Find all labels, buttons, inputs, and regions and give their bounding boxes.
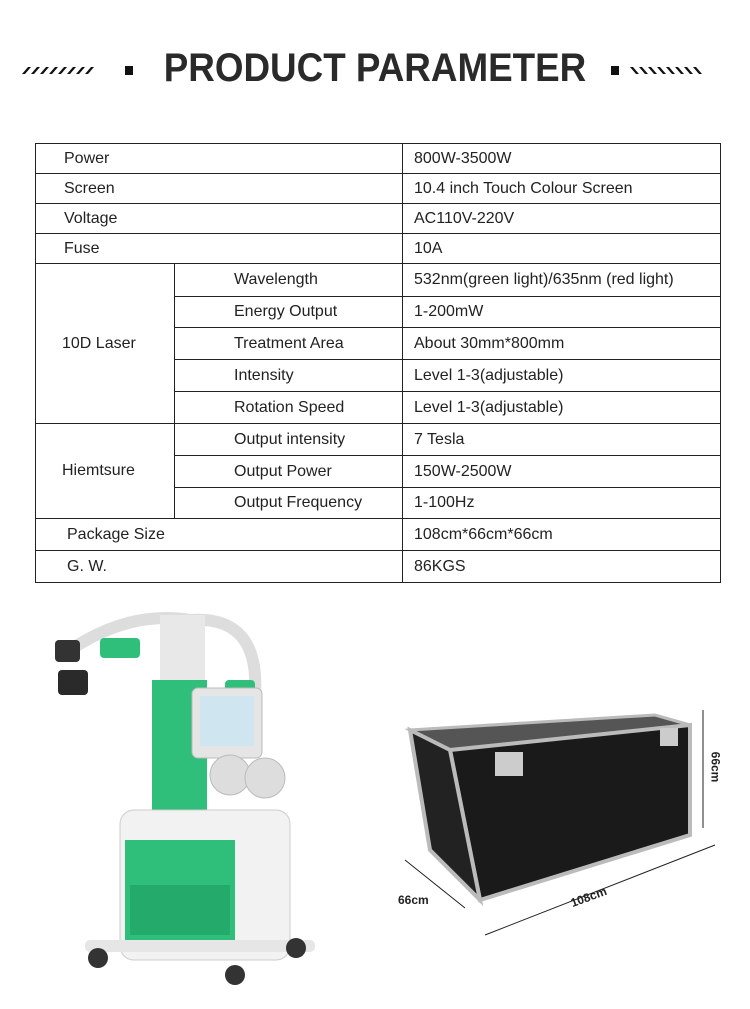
group-label-laser: 10D Laser	[36, 264, 175, 424]
spec-value: 1-200mW	[403, 297, 721, 328]
table-row	[36, 264, 721, 297]
table-row	[36, 204, 721, 234]
spec-value: 800W-3500W	[403, 144, 721, 174]
spec-label: Voltage	[36, 204, 403, 234]
table-row	[36, 519, 721, 551]
spec-label: Output Frequency	[175, 488, 403, 519]
right-stripe-decoration	[630, 67, 706, 74]
right-square-decoration	[611, 66, 619, 75]
spec-table	[35, 143, 721, 583]
spec-label: Screen	[36, 174, 403, 204]
spec-label: Wavelength	[175, 264, 403, 297]
spec-value: 86KGS	[403, 551, 721, 583]
spec-value: 108cm*66cm*66cm	[403, 519, 721, 551]
table-row	[36, 234, 721, 264]
spec-label: Fuse	[36, 234, 403, 264]
case-depth-label: 66cm	[398, 893, 429, 907]
spec-value: 10A	[403, 234, 721, 264]
spec-label: Output Power	[175, 456, 403, 488]
spec-label: Package Size	[36, 519, 403, 551]
spec-value: 532nm(green light)/635nm (red light)	[403, 264, 721, 297]
table-row	[36, 174, 721, 204]
spec-value: Level 1-3(adjustable)	[403, 392, 721, 424]
spec-value: AC110V-220V	[403, 204, 721, 234]
spec-label: Output intensity	[175, 424, 403, 456]
spec-value: 10.4 inch Touch Colour Screen	[403, 174, 721, 204]
spec-value: 150W-2500W	[403, 456, 721, 488]
page-title: PRODUCT PARAMETER	[163, 46, 587, 90]
spec-label: G. W.	[36, 551, 403, 583]
spec-label: Energy Output	[175, 297, 403, 328]
table-row	[36, 144, 721, 174]
table-row	[36, 424, 721, 456]
table-row	[36, 551, 721, 583]
spec-label: Rotation Speed	[175, 392, 403, 424]
machine-product-image	[40, 600, 330, 995]
spec-value: 7 Tesla	[403, 424, 721, 456]
spec-value: Level 1-3(adjustable)	[403, 360, 721, 392]
spec-value: About 30mm*800mm	[403, 328, 721, 360]
group-label-hiemt: Hiemtsure	[36, 424, 175, 519]
spec-label: Treatment Area	[175, 328, 403, 360]
spec-label: Intensity	[175, 360, 403, 392]
case-height-label: 66cm	[708, 751, 723, 783]
spec-label: Power	[36, 144, 403, 174]
case-length-label: 108cm	[568, 884, 609, 910]
spec-value: 1-100Hz	[403, 488, 721, 519]
flight-case-image	[395, 700, 725, 940]
